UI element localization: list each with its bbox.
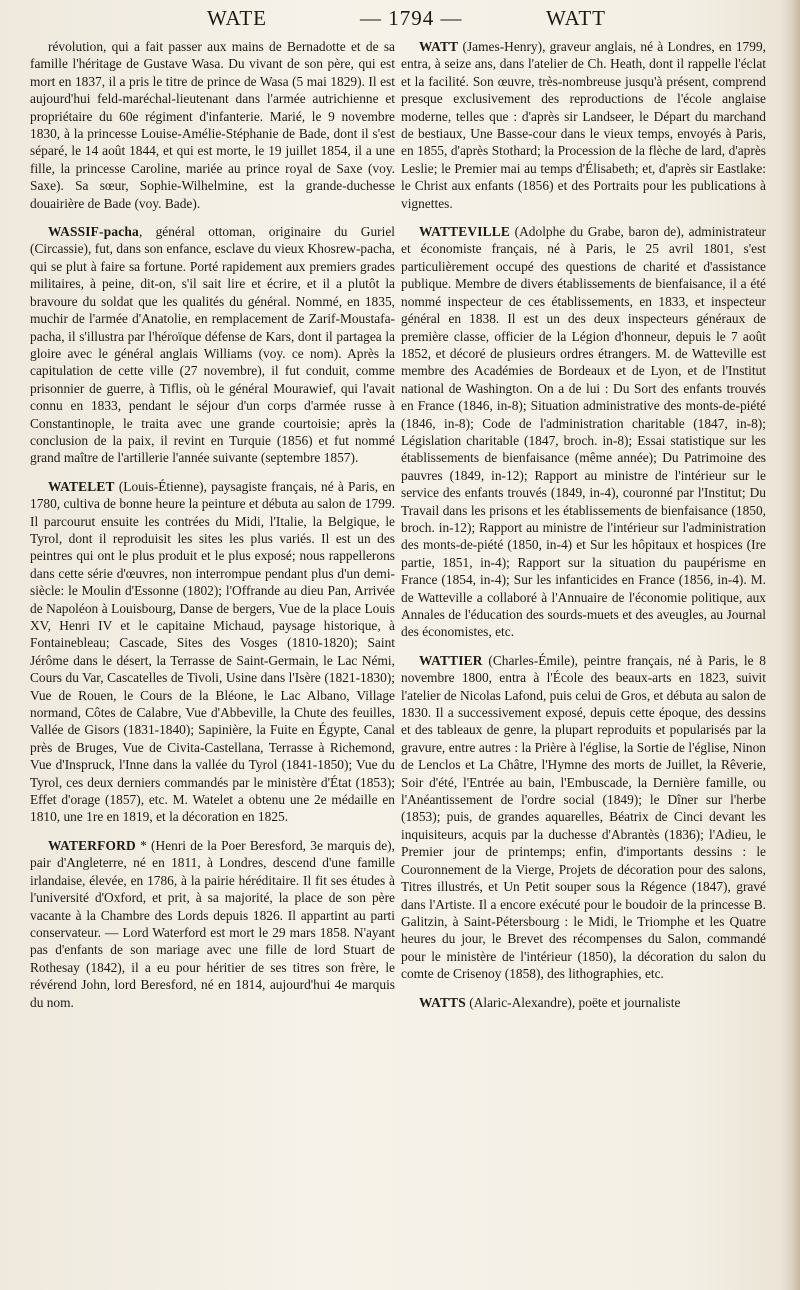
- entry-headword: WATERFORD: [48, 837, 136, 853]
- entry-text: (Charles-Émile), peintre français, né à Paris, le 8 novembre 1800, entra à l'École des beaux-arts en 1823, suivit l'atelier de Nicolas Lafond, puis celui de Gros, et débuta au salon de 1830. Il a successivement exposé, depuis cette époque, des dessins et des tableaux de genre, la plupart reproduits et popularisés par la gravure, entre autres : la Prière à l'église, la Sortie de l'église, Ninon de Lenclos et La Châtre, l'Hymne des morts de Juillet, la Rêverie, Soir d'été, l'Entrée au bain, l'Embuscade, la Dernière famille, ou l'Anéantissement de l'ordre social (1849); le Dîner sur l'herbe (1853); puis, de grandes aquarelles, Béatrix de Cinci devant les inquisiteurs, acquis par la duchesse d'Abrantès (1836); l'Adieu, le Premier jour de printemps; enfin, d'importants dessins : le Couronnement de la Vierge, Projets de décoration pour des salons, Titres illustrés, et Un Petit souper sous la Régence (1847), gravé dans l'Artiste. Il a encore exécuté pour le boudoir de la princesse B. Galitzin, à Saint-Pétersbourg : le Midi, le Triomphe et les Quatre heures du jour, le Brevet des récompenses du Salon, commandé pour le ministère de l'intérieur (1850), la décoration du salon du comte de Crisenoy (1858), des lithographies, etc.: [401, 652, 766, 982]
- page-number: — 1794 —: [360, 6, 463, 30]
- header-right-guideword: WATT: [546, 6, 606, 30]
- entry-headword: WATT: [419, 39, 459, 54]
- page-header: [30, 6, 760, 36]
- entry-watelet: [30, 478, 395, 826]
- entry-watt: [401, 38, 766, 212]
- right-column: [401, 38, 766, 1278]
- entry-text: (James-Henry), graveur anglais, né à Londres, en 1799, entra, à seize ans, dans l'atelier de Ch. Heath, dont il rappelle l'éclat et la facilité. Son œuvre, très-nombreuse jusqu'à présent, comprend presque exclusivement des reproductions de l'école anglaise moderne, telles que : d'après sir Landseer, le Départ du marchand de bestiaux, Une Basse-cour dans le vieux temps, envoyés à Paris, en 1855, d'après Stothard; la Procession de la flèche de lard, d'après Leslie; le Premier mai au temps d'Élisabeth; et, d'après sir Eastlake: le Christ aux enfants (1856) et des Portraits pour les publications à vignettes.: [401, 39, 766, 211]
- entry-text: (Alaric-Alexandre), poëte et journaliste: [465, 994, 681, 1010]
- entry-watteville: [401, 223, 766, 641]
- entry-waterford: [30, 837, 395, 1011]
- left-column: [30, 38, 395, 1278]
- entry-headword: WATTIER: [419, 652, 483, 668]
- entry-headword: WATTEVILLE: [419, 224, 511, 240]
- page-edge-shadow: [782, 0, 800, 1290]
- entry-watts: [401, 994, 766, 1011]
- entry-headword: WATTS: [419, 994, 466, 1010]
- entry-wattier: [401, 652, 766, 983]
- entry-text: (Adolphe du Grabe, baron de), administrateur et économiste français, né à Paris, le 25 avril 1801, s'est particulièrement occupé des questions de charité et d'assistance publique. Membre de divers établissements de bienfaisance, il a été nommé inspecteur de ces établissements, en 1833, et inspecteur général en 1838. Il est un des deux inspecteurs généraux de première classe, officier de la Légion d'honneur, depuis le 7 août 1852, et décoré de plusieurs ordres étrangers. M. de Watteville est membre des Académies de Bordeaux et de Lyon, et de l'Institut national de Washington. On a de lui : Du Sort des enfants trouvés en France (1846, in-8); Situation administrative des monts-de-piété (1846, in-8); Code de l'administration charitable (1847, in-8); Législation charitable (1847, broch. in-8); Essai statistique sur les établissements de bienfaisance (même année); Du Patrimoine des pauvres (1849, in-12); Rapport au ministre de l'intérieur sur le service des enfants trouvés (1849, in-4), couronné par l'Institut; Du Travail dans les prisons et les établissements de bienfaisance (1850, broch. in-12); Rapport au ministre de l'intérieur sur l'administration des monts-de-piété (1850, in-4) et Sur les hôpitaux et hospices (Ire partie, 1851, in-4); Rapport sur la situation du paupérisme en France (1854, in-4); Sur les infanticides en France (1856, in-4). M. de Watteville a collaboré à l'Annuaire de l'économie politique, aux Annales de l'éducation des sourds-muets et des aveugles, au Journal des économistes, etc.: [401, 224, 766, 640]
- entry-text: (Louis-Étienne), paysagiste français, né à Paris, en 1780, cultiva de bonne heure la peinture et débuta au salon de 1799. Il parcourut ensuite les contrées du Midi, l'Italie, la Belgique, le Tyrol, dont il reproduisit les sites les plus variés. Il est un des peintres qui ont le plus produit et le plus exposé; nous rappellerons dans cette série d'œuvres, non interrompue pendant plus d'un demi-siècle: le Moulin d'Essonne (1802); l'Offrande au dieu Pan, Arrivée de Napoléon à Louisbourg, Danse de bergers, Vue de la place Louis XV, Henri IV et le capitaine Michaud, paysage historique, à Fontainebleau; Cascade, Sites des Vosges (1810-1820); Saint Jérôme dans le désert, la Terrasse de Saint-Germain, le Lac Némi, Cours du Var, Cascatelles de Tivoli, Usine dans l'Isère (1821-1830); Vue de Rouen, le Cours de la Bléone, le Lac Albano, Village normand, Côtes de Calabre, Vue d'Abbeville, la Chute des feuilles, Vallée de Gisors (1831-1840); Sapinière, la Fuite en Égypte, Canal près de Bruges, Vue de Civita-Castellana, Terrasse à Richemond, Vue d'Inspruck, l'Inne dans la vallée du Tyrol (1841-1850); Vue du Tyrol, ces deux derniers commandés par le ministère d'État (1853); Effet d'orage (1857), etc. M. Watelet a obtenu une 2e médaille en 1810, une 1re en 1819, et la décoration en 1825.: [30, 478, 395, 825]
- entry-text: * (Henri de la Poer Beresford, 3e marquis de), pair d'Angleterre, né en 1811, à Londres, descend d'une famille irlandaise, élevée, en 1786, à la pairie héréditaire. Il fit ses études à l'université d'Oxford, et prit, à sa majorité, la place de son père vacante à la Chambre des Lords depuis 1826. Il appartint au parti conservateur. — Lord Waterford est mort le 29 mars 1858. N'ayant pas d'enfants de son mariage avec une fille de lord Stuart de Rothesay (1842), il a eu pour héritier de ses titres son frère, le révérend John, lord Beresford, né en 1814, aujourd'hui 4e marquis du nom.: [30, 837, 395, 1010]
- entry-text: révolution, qui a fait passer aux mains de Bernadotte et de sa famille l'héritage de Gustave Wasa. Du vivant de son père, qui est mort en 1837, il a pris le titre de prince de Wasa (5 mai 1829). Il est aujourd'hui feld-maréchal-lieutenant dans l'armée autrichienne et propriétaire du 60e régiment d'infanterie. Marié, le 9 novembre 1830, à la princesse Louise-Amélie-Stéphanie de Bade, dont il s'est séparé, le 14 août 1844, et qui est morte, le 19 juillet 1854, il a une fille, la princesse Caroline, mariée au prince royal de Saxe (voy. Saxe). Sa sœur, Sophie-Wilhelmine, est la grande-duchesse douairière de Bade (voy. Bade).: [30, 39, 395, 211]
- entry-headword: WATELET: [48, 478, 115, 494]
- entry-text: , général ottoman, originaire du Guriel (Circassie), fut, dans son enfance, esclave du vieux Khosrew-pacha, qui se plut à faire sa fortune. Porté rapidement aux premiers grades militaires, à peine, dit-on, s'il sait lire et écrire, et il a plutôt la bravoure du soldat que les qualités du général. Nommé, en 1835, muchir de l'armée d'Anatolie, en remplacement de Zarif-Moustafa-pacha, il s'illustra par l'héroïque défense de Kars, dont il partagea la gloire avec le général anglais Williams (voy. ce nom). Après la capitulation de cette ville (27 novembre), il fut conduit, comme prisonnier de guerre, à Tiflis, où le général Mourawief, qui l'avait connu en 1833, pendant le séjour d'un corps d'armée russe à Constantinople, le traita avec une grande courtoisie; après la conclusion de la paix, il revint en Turquie (1856) et fut nommé grand maître de l'artillerie l'année suivante (septembre 1857).: [30, 224, 395, 466]
- entry-headword: WASSIF-pacha: [48, 224, 139, 240]
- header-left-guideword: WATE: [207, 6, 267, 30]
- entry-continuation: [30, 38, 395, 212]
- entry-wassif-pacha: [30, 223, 395, 467]
